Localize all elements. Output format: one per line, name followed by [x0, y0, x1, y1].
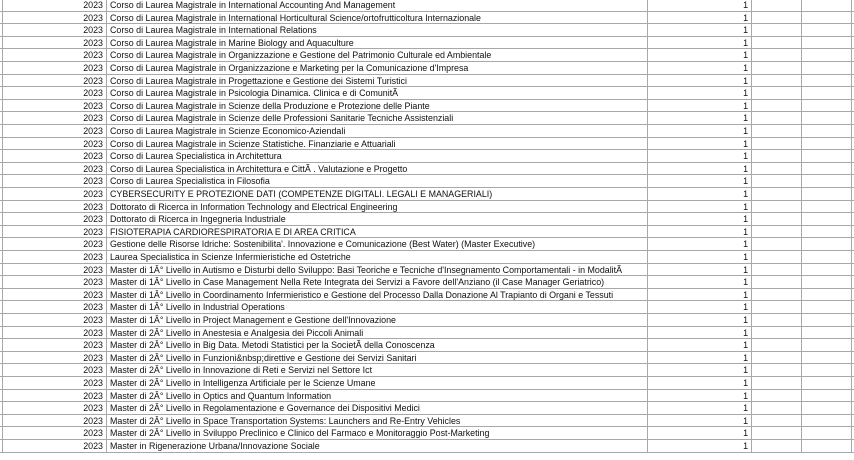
table-row [0, 112, 854, 125]
empty-cell[interactable] [752, 327, 802, 339]
count-cell[interactable]: 1 [648, 402, 752, 414]
table-row [0, 37, 854, 50]
course-name-cell[interactable]: Corso di Laurea Specialistica in Architettura e CittÃ . Valutazione e Progetto [107, 163, 648, 175]
empty-cell[interactable] [802, 163, 852, 175]
count-cell[interactable]: 1 [648, 440, 752, 452]
year-cell[interactable]: 2023 [3, 427, 107, 439]
year-cell[interactable]: 2023 [3, 364, 107, 376]
count-cell[interactable]: 1 [648, 87, 752, 99]
empty-cell[interactable] [802, 62, 852, 74]
count-cell[interactable]: 1 [648, 238, 752, 250]
table-row [0, 440, 854, 453]
empty-cell[interactable] [802, 213, 852, 225]
empty-cell[interactable] [802, 352, 852, 364]
table-row [0, 12, 854, 25]
course-name-cell[interactable]: Corso di Laurea Magistrale in Progettazione e Gestione dei Sistemi Turistici [107, 75, 648, 87]
table-row [0, 62, 854, 75]
empty-cell[interactable] [752, 213, 802, 225]
empty-cell[interactable] [752, 390, 802, 402]
year-cell[interactable]: 2023 [3, 276, 107, 288]
empty-cell[interactable] [752, 201, 802, 213]
year-cell[interactable]: 2023 [3, 339, 107, 351]
table-row [0, 327, 854, 340]
empty-cell[interactable] [802, 49, 852, 61]
table-row [0, 251, 854, 264]
year-cell[interactable]: 2023 [3, 264, 107, 276]
year-cell[interactable]: 2023 [3, 125, 107, 137]
year-cell[interactable]: 2023 [3, 24, 107, 36]
empty-cell[interactable] [802, 402, 852, 414]
empty-cell[interactable] [752, 188, 802, 200]
table-row [0, 301, 854, 314]
empty-cell[interactable] [752, 264, 802, 276]
empty-cell[interactable] [752, 402, 802, 414]
course-name-cell[interactable]: Master di 1Â° Livello in Autismo e Disturbi dello Sviluppo: Basi Teoriche e Tecniche d'Insegnamento Comportamentali - in ModalitÃ [107, 264, 648, 276]
empty-cell[interactable] [752, 75, 802, 87]
empty-cell[interactable] [802, 276, 852, 288]
empty-cell[interactable] [752, 12, 802, 24]
course-name-cell[interactable]: Corso di Laurea Magistrale in Psicologia Dinamica. Clinica e di ComunitÃ [107, 87, 648, 99]
empty-cell[interactable] [802, 125, 852, 137]
year-cell[interactable]: 2023 [3, 327, 107, 339]
empty-cell[interactable] [802, 150, 852, 162]
year-cell[interactable]: 2023 [3, 301, 107, 313]
course-name-cell[interactable]: Master di 1Â° Livello in Coordinamento Infermieristico e Gestione del Processo Dalla Donazione Al Trapianto di Organi e Tessuti [107, 289, 648, 301]
empty-cell[interactable] [752, 62, 802, 74]
year-cell[interactable]: 2023 [3, 87, 107, 99]
count-cell[interactable]: 1 [648, 163, 752, 175]
year-cell[interactable]: 2023 [3, 112, 107, 124]
empty-cell[interactable] [752, 150, 802, 162]
year-cell[interactable]: 2023 [3, 440, 107, 452]
course-name-cell[interactable]: Corso di Laurea Magistrale in Organizzazione e Marketing per la Comunicazione d'Impresa [107, 62, 648, 74]
empty-cell[interactable] [752, 49, 802, 61]
course-name-cell[interactable]: Master di 2Â° Livello in Regolamentazione e Governance dei Dispositivi Medici [107, 402, 648, 414]
course-name-cell[interactable]: Corso di Laurea Magistrale in International Accounting And Management [107, 0, 648, 11]
course-name-cell[interactable]: Corso di Laurea Magistrale in Scienze della Produzione e Protezione delle Piante [107, 100, 648, 112]
table-row [0, 138, 854, 151]
empty-cell[interactable] [752, 87, 802, 99]
course-name-cell[interactable]: Master di 2Â° Livello in Intelligenza Artificiale per le Scienze Umane [107, 377, 648, 389]
course-name-cell[interactable]: Master di 2Â° Livello in Space Transportation Systems: Launchers and Re-Entry Vehicles [107, 415, 648, 427]
count-cell[interactable]: 1 [648, 415, 752, 427]
year-cell[interactable]: 2023 [3, 402, 107, 414]
course-name-cell[interactable]: Master di 1Â° Livello in Project Management e Gestione dell'Innovazione [107, 314, 648, 326]
year-cell[interactable]: 2023 [3, 352, 107, 364]
count-cell[interactable]: 1 [648, 12, 752, 24]
year-cell[interactable]: 2023 [3, 251, 107, 263]
table-row [0, 402, 854, 415]
count-cell[interactable]: 1 [648, 150, 752, 162]
year-cell[interactable]: 2023 [3, 175, 107, 187]
year-cell[interactable]: 2023 [3, 163, 107, 175]
count-cell[interactable]: 1 [648, 100, 752, 112]
course-name-cell[interactable]: Master di 2Â° Livello in Anestesia e Analgesia dei Piccoli Animali [107, 327, 648, 339]
count-cell[interactable]: 1 [648, 301, 752, 313]
empty-cell[interactable] [802, 226, 852, 238]
count-cell[interactable]: 1 [648, 289, 752, 301]
empty-cell[interactable] [802, 0, 852, 11]
table-row [0, 427, 854, 440]
year-cell[interactable]: 2023 [3, 100, 107, 112]
empty-cell[interactable] [802, 12, 852, 24]
table-row [0, 314, 854, 327]
empty-cell[interactable] [752, 364, 802, 376]
year-cell[interactable]: 2023 [3, 75, 107, 87]
year-cell[interactable]: 2023 [3, 49, 107, 61]
course-name-cell[interactable]: Master di 2Â° Livello in Funzioni&nbsp;direttive e Gestione dei Servizi Sanitari [107, 352, 648, 364]
year-cell[interactable]: 2023 [3, 201, 107, 213]
empty-cell[interactable] [802, 75, 852, 87]
table-row [0, 87, 854, 100]
empty-cell[interactable] [752, 100, 802, 112]
empty-cell[interactable] [752, 339, 802, 351]
empty-cell[interactable] [802, 339, 852, 351]
empty-cell[interactable] [752, 352, 802, 364]
year-cell[interactable]: 2023 [3, 0, 107, 11]
course-name-cell[interactable]: Dottorato di Ricerca in Information Technology and Electrical Engineering [107, 201, 648, 213]
course-name-cell[interactable]: Dottorato di Ricerca in Ingegneria Industriale [107, 213, 648, 225]
empty-cell[interactable] [752, 125, 802, 137]
empty-cell[interactable] [802, 327, 852, 339]
count-cell[interactable]: 1 [648, 112, 752, 124]
course-name-cell[interactable]: Corso di Laurea Magistrale in Scienze Economico-Aziendali [107, 125, 648, 137]
count-cell[interactable]: 1 [648, 125, 752, 137]
course-name-cell[interactable]: Master di 2Â° Livello in Innovazione di Reti e Servizi nel Settore Ict [107, 364, 648, 376]
table-row [0, 364, 854, 377]
table-row [0, 49, 854, 62]
empty-cell[interactable] [802, 301, 852, 313]
table-row [0, 24, 854, 37]
empty-cell[interactable] [802, 390, 852, 402]
table-row [0, 188, 854, 201]
table-row [0, 390, 854, 403]
table-row [0, 100, 854, 113]
course-name-cell[interactable]: Master di 1Â° Livello in Case Management Nella Rete Integrata dei Servizi a Favore dell'Anziano (il Case Manager Geriatrico) [107, 276, 648, 288]
table-row [0, 352, 854, 365]
empty-cell[interactable] [752, 163, 802, 175]
course-name-cell[interactable]: Master in Rigenerazione Urbana/Innovazione Sociale [107, 440, 648, 452]
table-row [0, 125, 854, 138]
year-cell[interactable]: 2023 [3, 150, 107, 162]
course-name-cell[interactable]: CYBERSECURITY E PROTEZIONE DATI (COMPETENZE DIGITALI. LEGALI E MANAGERIALI) [107, 188, 648, 200]
empty-cell[interactable] [802, 440, 852, 452]
empty-cell[interactable] [802, 37, 852, 49]
table-row [0, 75, 854, 88]
empty-cell[interactable] [802, 201, 852, 213]
course-name-cell[interactable]: Laurea Specialistica in Scienze Infermieristiche ed Ostetriche [107, 251, 648, 263]
course-name-cell[interactable]: Corso di Laurea Magistrale in Organizzazione e Gestione del Patrimonio Culturale ed Ambientale [107, 49, 648, 61]
empty-cell[interactable] [752, 415, 802, 427]
count-cell[interactable]: 1 [648, 24, 752, 36]
count-cell[interactable]: 1 [648, 390, 752, 402]
empty-cell[interactable] [752, 238, 802, 250]
year-cell[interactable]: 2023 [3, 62, 107, 74]
empty-cell[interactable] [752, 24, 802, 36]
year-cell[interactable]: 2023 [3, 377, 107, 389]
count-cell[interactable]: 1 [648, 364, 752, 376]
count-cell[interactable]: 1 [648, 0, 752, 11]
count-cell[interactable]: 1 [648, 49, 752, 61]
empty-cell[interactable] [752, 112, 802, 124]
empty-cell[interactable] [752, 0, 802, 11]
empty-cell[interactable] [752, 175, 802, 187]
empty-cell[interactable] [802, 238, 852, 250]
count-cell[interactable]: 1 [648, 327, 752, 339]
count-cell[interactable]: 1 [648, 138, 752, 150]
year-cell[interactable]: 2023 [3, 213, 107, 225]
table-row [0, 276, 854, 289]
course-name-cell[interactable]: Corso di Laurea Specialistica in Filosofia [107, 175, 648, 187]
empty-cell[interactable] [802, 24, 852, 36]
year-cell[interactable]: 2023 [3, 314, 107, 326]
count-cell[interactable]: 1 [648, 251, 752, 263]
table-row [0, 339, 854, 352]
course-name-cell[interactable]: Gestione delle Risorse Idriche: Sostenibilita'. Innovazione e Comunicazione (Best Water) (Master Executive) [107, 238, 648, 250]
count-cell[interactable]: 1 [648, 37, 752, 49]
count-cell[interactable]: 1 [648, 75, 752, 87]
empty-cell[interactable] [752, 37, 802, 49]
count-cell[interactable]: 1 [648, 226, 752, 238]
empty-cell[interactable] [802, 427, 852, 439]
empty-cell[interactable] [752, 440, 802, 452]
empty-cell[interactable] [802, 251, 852, 263]
table-row [0, 264, 854, 277]
table-row [0, 377, 854, 390]
empty-cell[interactable] [752, 377, 802, 389]
empty-cell[interactable] [802, 188, 852, 200]
table-row [0, 150, 854, 163]
count-cell[interactable]: 1 [648, 339, 752, 351]
empty-cell[interactable] [752, 226, 802, 238]
table-row [0, 0, 854, 12]
course-name-cell[interactable]: Master di 2Â° Livello in Big Data. Metodi Statistici per la SocietÃ della Conoscenza [107, 339, 648, 351]
course-name-cell[interactable]: Corso di Laurea Magistrale in International Horticultural Science/ortofrutticoltura Internazionale [107, 12, 648, 24]
count-cell[interactable]: 1 [648, 276, 752, 288]
course-name-cell[interactable]: Master di 2Â° Livello in Sviluppo Preclinico e Clinico del Farmaco e Monitoraggio Post-Marketing [107, 427, 648, 439]
course-name-cell[interactable]: Master di 2Â° Livello in Optics and Quantum Information [107, 390, 648, 402]
course-name-cell[interactable]: Corso di Laurea Magistrale in Marine Biology and Aquaculture [107, 37, 648, 49]
table-row [0, 289, 854, 302]
year-cell[interactable]: 2023 [3, 238, 107, 250]
course-name-cell[interactable]: Corso di Laurea Specialistica in Architettura [107, 150, 648, 162]
empty-cell[interactable] [802, 314, 852, 326]
count-cell[interactable]: 1 [648, 352, 752, 364]
course-name-cell[interactable]: Master di 1Â° Livello in Industrial Operations [107, 301, 648, 313]
count-cell[interactable]: 1 [648, 188, 752, 200]
table-row [0, 213, 854, 226]
year-cell[interactable]: 2023 [3, 188, 107, 200]
empty-cell[interactable] [802, 377, 852, 389]
course-name-cell[interactable]: Corso di Laurea Magistrale in Scienze Statistiche. Finanziarie e Attuariali [107, 138, 648, 150]
empty-cell[interactable] [802, 289, 852, 301]
empty-cell[interactable] [752, 251, 802, 263]
year-cell[interactable]: 2023 [3, 12, 107, 24]
count-cell[interactable]: 1 [648, 427, 752, 439]
empty-cell[interactable] [752, 427, 802, 439]
table-row [0, 175, 854, 188]
empty-cell[interactable] [802, 112, 852, 124]
count-cell[interactable]: 1 [648, 62, 752, 74]
year-cell[interactable]: 2023 [3, 390, 107, 402]
count-cell[interactable]: 1 [648, 175, 752, 187]
table-row [0, 415, 854, 428]
count-cell[interactable]: 1 [648, 314, 752, 326]
course-name-cell[interactable]: FISIOTERAPIA CARDIORESPIRATORIA E DI AREA CRITICA [107, 226, 648, 238]
year-cell[interactable]: 2023 [3, 415, 107, 427]
empty-cell[interactable] [802, 87, 852, 99]
empty-cell[interactable] [802, 364, 852, 376]
empty-cell[interactable] [752, 289, 802, 301]
year-cell[interactable]: 2023 [3, 226, 107, 238]
course-name-cell[interactable]: Corso di Laurea Magistrale in Scienze delle Professioni Sanitarie Tecniche Assistenziali [107, 112, 648, 124]
count-cell[interactable]: 1 [648, 213, 752, 225]
empty-cell[interactable] [802, 175, 852, 187]
count-cell[interactable]: 1 [648, 201, 752, 213]
empty-cell[interactable] [802, 100, 852, 112]
table-row [0, 201, 854, 214]
empty-cell[interactable] [802, 138, 852, 150]
count-cell[interactable]: 1 [648, 264, 752, 276]
year-cell[interactable]: 2023 [3, 37, 107, 49]
empty-cell[interactable] [752, 301, 802, 313]
year-cell[interactable]: 2023 [3, 138, 107, 150]
empty-cell[interactable] [752, 314, 802, 326]
course-name-cell[interactable]: Corso di Laurea Magistrale in International Relations [107, 24, 648, 36]
year-cell[interactable]: 2023 [3, 289, 107, 301]
table-row [0, 226, 854, 239]
empty-cell[interactable] [802, 264, 852, 276]
empty-cell[interactable] [752, 276, 802, 288]
table-row [0, 238, 854, 251]
empty-cell[interactable] [802, 415, 852, 427]
count-cell[interactable]: 1 [648, 377, 752, 389]
table-row [0, 163, 854, 176]
empty-cell[interactable] [752, 138, 802, 150]
